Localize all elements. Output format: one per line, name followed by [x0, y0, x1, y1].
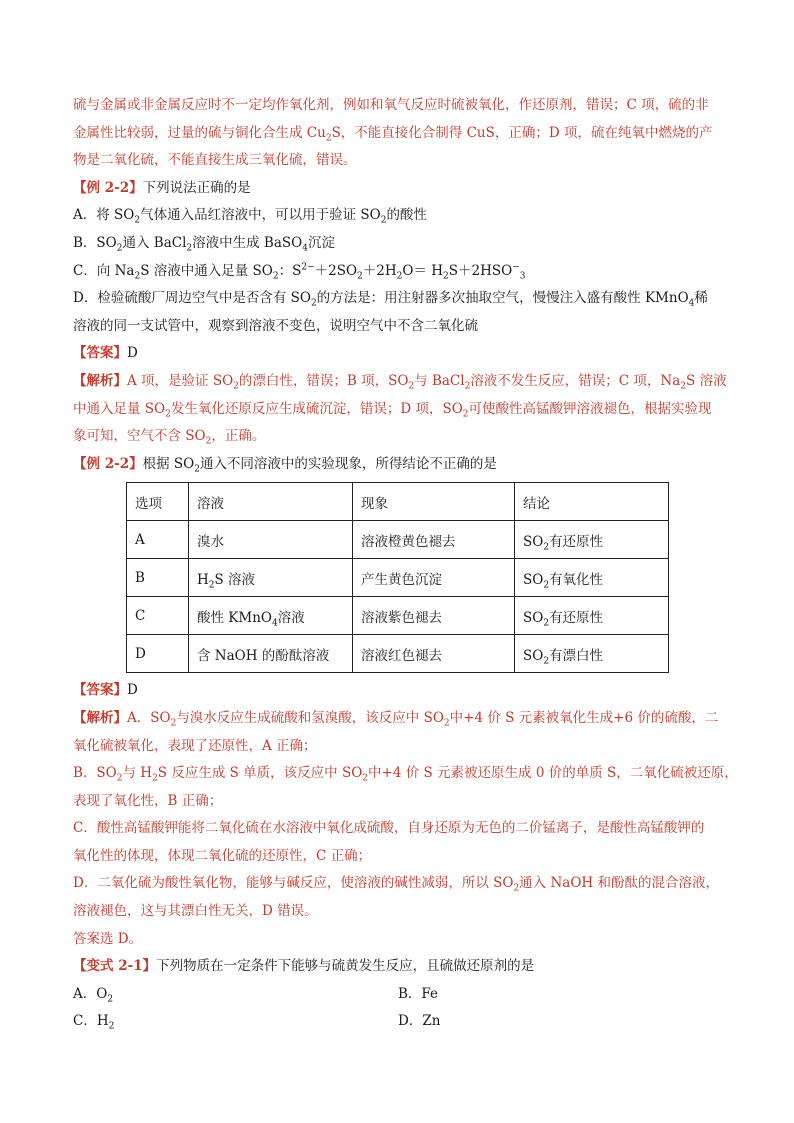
- variant-option-b: B．Fe: [398, 985, 439, 1002]
- answer2-tag: 【答案】: [73, 682, 127, 699]
- table-row: [127, 521, 669, 559]
- option-a: A．将 $SO_2$气体通入品红溶液中，可以用于验证 $SO_2$的酸性: [73, 207, 427, 227]
- variant-option-c: C．$H_2$: [73, 1013, 115, 1033]
- table-cell: $H_2S$ 溶液: [189, 559, 353, 597]
- table-cell: $SO_2$有漂白性: [515, 635, 669, 673]
- explanation2-line-6: 氧化性的体现，体现二氧化硫的还原性，C 正确；: [73, 847, 372, 864]
- example2-question: 【例 2-2】根据 $SO_2$通入不同溶液中的实验现象，所得结论不正确的是: [73, 455, 497, 475]
- example-question: 【例 2-2】下列说法正确的是: [73, 179, 251, 196]
- table-cell: 酸性 KMnO$_4$溶液: [189, 597, 353, 635]
- explanation2-line-3: B．$SO_2$与 $H_2S$ 反应生成 S 单质，该反应中 $SO_2$中+4 价 S 元素被还原生成 0 价的单质 S，二氧化硫被还原，: [73, 765, 738, 784]
- table-header-cell: 选项: [127, 483, 189, 521]
- intro-line-1: 硫与金属或非金属反应时不一定均作氧化剂，例如和氧气反应时硫被氧化，作还原剂，错误；C 项，硫的非: [73, 97, 709, 113]
- table-row: [127, 597, 669, 635]
- table-row: [127, 635, 669, 673]
- answer-tag: 【答案】: [73, 345, 127, 362]
- variant-options-row-2: [73, 1008, 723, 1036]
- table-cell: $SO_2$有氧化性: [515, 559, 669, 597]
- experiment-table: [126, 482, 669, 673]
- option-c: C．向 $Na_2S$ 溶液中通入足量 $SO_2$：$S^{2-}+2SO_2+2H_2O= H_2S+2HSO^-_3$: [73, 262, 526, 282]
- variant-option-d: D．Zn: [398, 1013, 441, 1030]
- table-cell: 溶液橙黄色褪去: [353, 521, 515, 559]
- intro-line-3: 物是二氧化硫，不能直接生成三氧化硫，错误。: [73, 152, 357, 169]
- table-cell: B: [127, 559, 189, 597]
- option-b: B．$SO_2$通入 BaCl$_2$溶液中生成 BaSO$_4$沉淀: [73, 234, 335, 254]
- variant-option-a: A．$O_2$: [73, 985, 114, 1005]
- explanation-line-3: 象可知，空气不含 $SO_2$，正确。: [73, 428, 266, 447]
- intro-line-2: 金属性比较弱，过量的硫与铜化合生成 $Cu_2S$，不能直接化合制得 CuS，正确；D 项，硫在纯氧中燃烧的产: [73, 124, 713, 144]
- option-d: D．检验硫酸厂周边空气中是否含有 $SO_2$的方法是：用注射器多次抽取空气，慢慢注入盛有酸性 KMnO$_4$稀: [73, 290, 708, 309]
- answer-line: 【答案】D: [73, 345, 138, 362]
- explanation-line-1: 【解析】A 项，是验证 $SO_2$的漂白性，错误；B 项，$SO_2$与 BaCl$_2$溶液不发生反应，错误；C 项，$Na_2S$ 溶液: [73, 372, 727, 392]
- explanation-tag: 【解析】: [73, 372, 127, 389]
- table-header-cell: 结论: [515, 483, 669, 521]
- table-cell: A: [127, 521, 189, 559]
- option-d-cont: 溶液的同一支试管中，观察到溶液不变色，说明空气中不含二氧化硫: [73, 317, 478, 334]
- table-header-cell: 现象: [353, 483, 515, 521]
- explanation2-line-7: D．二氧化硫为酸性氧化物，能够与碱反应，使溶液的碱性减弱，所以 $SO_2$通入 NaOH 和酚酞的混合溶液，: [73, 875, 719, 895]
- table-cell: 产生黄色沉淀: [353, 559, 515, 597]
- final-answer-line: 答案选 D。: [73, 930, 143, 947]
- variant-options-row-1: [73, 981, 723, 1009]
- table-cell: $SO_2$有还原性: [515, 597, 669, 635]
- variant-tag: 【变式 2-1】: [73, 958, 157, 975]
- table-cell: $SO_2$有还原性: [515, 521, 669, 559]
- example-tag: 【例 2-2】: [73, 179, 143, 196]
- table-cell: 溶液红色褪去: [353, 635, 515, 673]
- explanation-line-2: 中通入足量 $SO_2$发生氧化还原反应生成硫沉淀，错误；D 项，$SO_2$可使酸性高锰酸钾溶液褪色，根据实验现: [73, 400, 712, 420]
- table-header-cell: 溶液: [189, 483, 353, 521]
- explanation2-line-2: 氧化硫被氧化，表现了还原性，A 正确；: [73, 737, 317, 754]
- table-header-row: [127, 483, 669, 521]
- explanation2-tag: 【解析】: [73, 709, 127, 726]
- table-cell: 溴水: [189, 521, 353, 559]
- document-page: [73, 92, 738, 1036]
- answer2-line: 【答案】D: [73, 682, 138, 699]
- table-row: [127, 559, 669, 597]
- example2-tag: 【例 2-2】: [73, 455, 143, 472]
- table-cell: C: [127, 597, 189, 635]
- explanation2-line-4: 表现了氧化性，B 正确；: [73, 792, 223, 809]
- variant-question: 【变式 2-1】下列物质在一定条件下能够与硫黄发生反应，且硫做还原剂的是: [73, 958, 535, 975]
- table-cell: 含 NaOH 的酚酞溶液: [189, 635, 353, 673]
- explanation2-line-8: 溶液褪色，这与其漂白性无关，D 错误。: [73, 903, 318, 920]
- explanation2-line-5: C．酸性高锰酸钾能将二氧化硫在水溶液中氧化成硫酸，自身还原为无色的二价锰离子，是酸性高锰酸钾的: [73, 820, 705, 837]
- explanation2-line-1: 【解析】A．$SO_2$与溴水反应生成硫酸和氢溴酸，该反应中 $SO_2$中+4 价 S 元素被氧化生成+6 价的硫酸，二: [73, 709, 719, 729]
- table-cell: D: [127, 635, 189, 673]
- table-cell: 溶液紫色褪去: [353, 597, 515, 635]
